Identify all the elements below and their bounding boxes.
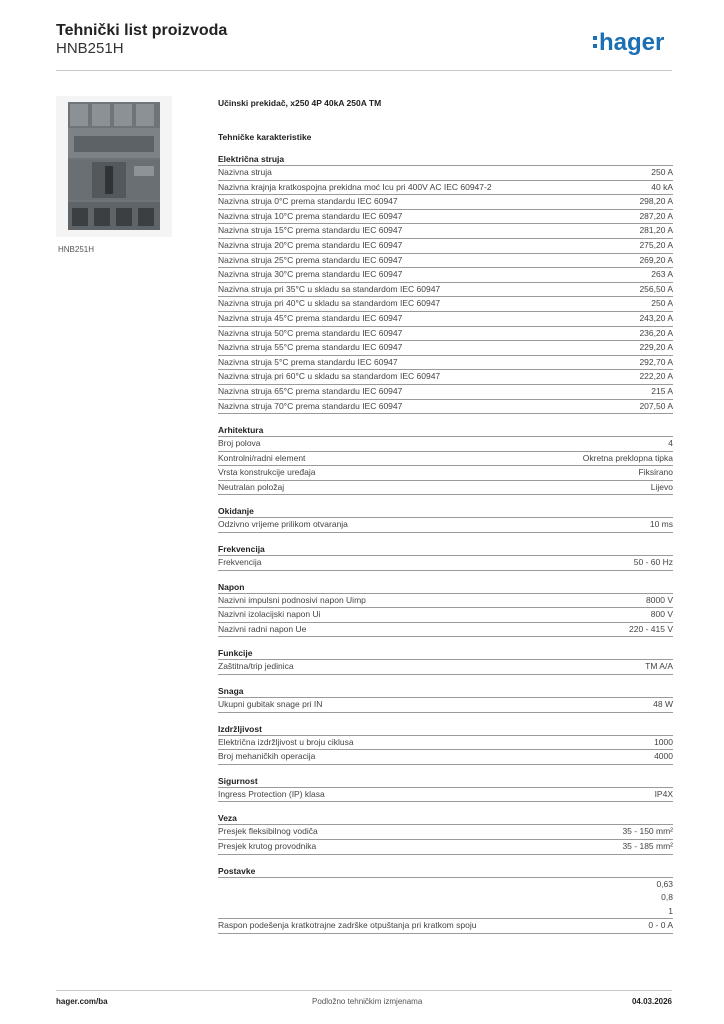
footer-divider xyxy=(56,990,672,991)
spec-value: 0,8 xyxy=(661,892,673,903)
spec-section xyxy=(218,812,673,854)
spec-value: 35 - 150 mm² xyxy=(622,826,673,837)
footer-notice: Podložno tehničkim izmjenama xyxy=(312,997,423,1006)
spec-row xyxy=(218,224,673,239)
spec-label: Neutralan položaj xyxy=(218,481,285,492)
spec-row xyxy=(218,623,673,638)
spec-row xyxy=(218,660,673,675)
spec-row xyxy=(218,400,673,415)
header-divider xyxy=(56,70,672,71)
spec-row xyxy=(218,341,673,356)
spec-section xyxy=(218,865,673,934)
spec-row xyxy=(218,385,673,400)
spec-row xyxy=(218,608,673,623)
spec-label: Presjek fleksibilnog vodiča xyxy=(218,826,318,837)
spec-row xyxy=(218,788,673,803)
spec-value: 207,50 A xyxy=(639,400,673,411)
spec-label: Nazivni radni napon Ue xyxy=(218,623,307,634)
logo-text: hager xyxy=(599,29,665,56)
spec-row xyxy=(218,878,673,920)
spec-label: Nazivna struja 5°C prema standardu IEC 60947 xyxy=(218,356,398,367)
spec-value: IP4X xyxy=(654,788,673,799)
spec-label: Vrsta konstrukcije uređaja xyxy=(218,467,316,478)
section-heading: Izdržljivost xyxy=(218,723,673,736)
spec-label: Nazivna struja 30°C prema standardu IEC 60947 xyxy=(218,269,403,280)
spec-row xyxy=(218,195,673,210)
spec-label: Frekvencija xyxy=(218,557,262,568)
spec-row xyxy=(218,556,673,571)
spec-section xyxy=(218,647,673,675)
spec-label: Nazivna krajnja kratkospojna prekidna moć Icu pri 400V AC IEC 60947-2 xyxy=(218,181,492,192)
spec-value: 287,20 A xyxy=(639,210,673,221)
spec-value: 220 - 415 V xyxy=(629,623,673,634)
product-code: HNB251H xyxy=(56,40,124,57)
spec-label: Nazivna struja 50°C prema standardu IEC 60947 xyxy=(218,327,403,338)
section-heading: Sigurnost xyxy=(218,775,673,788)
spec-value: 298,20 A xyxy=(639,196,673,207)
spec-label: Nazivna struja xyxy=(218,167,272,177)
spec-value: 1 xyxy=(668,905,673,916)
spec-row xyxy=(218,825,673,840)
spec-row xyxy=(218,166,673,181)
spec-label: Nazivna struja pri 60°C u skladu sa standardom IEC 60947 xyxy=(218,371,441,382)
spec-sections xyxy=(218,153,673,934)
section-heading: Funkcije xyxy=(218,647,673,660)
spec-value: 215 A xyxy=(651,385,673,396)
product-name: Učinski prekidač, x250 4P 40kA 250A TM xyxy=(218,98,382,108)
spec-label: Ukupni gubitak snage pri IN xyxy=(218,699,323,710)
spec-row xyxy=(218,297,673,312)
spec-row xyxy=(218,312,673,327)
section-heading: Snaga xyxy=(218,685,673,698)
spec-row xyxy=(218,437,673,452)
spec-row xyxy=(218,840,673,855)
spec-value: 50 - 60 Hz xyxy=(633,557,673,568)
section-heading: Postavke xyxy=(218,865,673,878)
spec-row xyxy=(218,594,673,609)
spec-label: Raspon podešenja kratkotrajne zadrške otpuštanja pri kratkom spoju xyxy=(218,920,477,931)
spec-value: Lijevo xyxy=(650,481,673,492)
spec-row xyxy=(218,518,673,533)
spec-label: Nazivna struja 65°C prema standardu IEC 60947 xyxy=(218,385,403,396)
spec-value: 256,50 A xyxy=(639,283,673,294)
spec-label: Odzivno vrijeme prilikom otvaranja xyxy=(218,519,348,530)
section-heading: Okidanje xyxy=(218,505,673,518)
spec-section xyxy=(218,775,673,803)
product-image xyxy=(56,96,172,237)
spec-value: 40 kA xyxy=(651,181,673,192)
spec-label: Nazivna struja 20°C prema standardu IEC 60947 xyxy=(218,239,403,250)
spec-row xyxy=(218,698,673,713)
spec-section xyxy=(218,153,673,414)
spec-content xyxy=(218,97,673,944)
spec-row xyxy=(218,370,673,385)
spec-row xyxy=(218,239,673,254)
spec-row xyxy=(218,750,673,765)
section-heading: Arhitektura xyxy=(218,424,673,437)
spec-value: 1000 xyxy=(654,736,673,747)
spec-value: Fiksirano xyxy=(638,467,673,478)
spec-row xyxy=(218,268,673,283)
spec-label: Kontrolni/radni element xyxy=(218,452,306,463)
spec-label: Presjek krutog provodnika xyxy=(218,841,317,851)
spec-value: 48 W xyxy=(653,699,673,710)
section-heading: Napon xyxy=(218,581,673,594)
spec-value: 222,20 A xyxy=(639,371,673,382)
spec-row xyxy=(218,181,673,196)
spec-row xyxy=(218,736,673,751)
page-title: Tehnički list proizvoda xyxy=(56,22,228,39)
section-heading: Veza xyxy=(218,812,673,825)
spec-label: Nazivna struja 55°C prema standardu IEC 60947 xyxy=(218,342,403,353)
spec-value: 250 A xyxy=(651,167,673,177)
spec-row xyxy=(218,356,673,371)
spec-value: 800 V xyxy=(650,609,673,620)
spec-label: Nazivni izolacijski napon Ui xyxy=(218,609,321,620)
spec-section xyxy=(218,543,673,571)
spec-label: Zaštitna/trip jedinica xyxy=(218,661,294,672)
section-heading: Električna struja xyxy=(218,153,673,166)
spec-row xyxy=(218,452,673,467)
spec-label: Nazivna struja 25°C prema standardu IEC 60947 xyxy=(218,254,403,265)
spec-label: Nazivna struja 15°C prema standardu IEC 60947 xyxy=(218,225,403,236)
spec-label: Nazivna struja 70°C prema standardu IEC 60947 xyxy=(218,400,403,411)
hager-logo xyxy=(593,27,675,57)
spec-value: 10 ms xyxy=(649,519,673,530)
spec-value: 35 - 185 mm² xyxy=(622,841,673,851)
spec-section xyxy=(218,723,673,765)
spec-section xyxy=(218,685,673,713)
spec-values xyxy=(656,878,673,919)
spec-label: Broj mehaničkih operacija xyxy=(218,751,316,762)
spec-value: 0 - 0 A xyxy=(648,920,673,931)
footer-website[interactable]: hager.com/ba xyxy=(56,997,108,1006)
spec-section xyxy=(218,505,673,533)
spec-row xyxy=(218,466,673,481)
spec-label: Nazivna struja pri 40°C u skladu sa standardom IEC 60947 xyxy=(218,298,441,309)
spec-row xyxy=(218,283,673,298)
spec-row xyxy=(218,481,673,496)
spec-value: 4 xyxy=(668,438,673,449)
spec-row xyxy=(218,254,673,269)
spec-value: 250 A xyxy=(651,298,673,309)
spec-label: Nazivna struja 10°C prema standardu IEC 60947 xyxy=(218,210,403,221)
spec-label: Nazivna struja 45°C prema standardu IEC 60947 xyxy=(218,312,403,323)
spec-value: 269,20 A xyxy=(639,254,673,265)
spec-value: 263 A xyxy=(651,269,673,280)
image-caption: HNB251H xyxy=(58,245,95,254)
spec-value: 292,70 A xyxy=(639,356,673,367)
spec-label: Električna izdržljivost u broju ciklusa xyxy=(218,736,354,747)
spec-label: Nazivna struja pri 35°C u skladu sa standardom IEC 60947 xyxy=(218,283,441,294)
spec-value: 243,20 A xyxy=(639,312,673,323)
spec-row xyxy=(218,919,673,934)
spec-value: Okretna preklopna tipka xyxy=(582,452,673,463)
section-heading: Frekvencija xyxy=(218,543,673,556)
tech-characteristics-title: Tehničke karakteristike xyxy=(218,132,312,142)
spec-row xyxy=(218,327,673,342)
spec-label: Broj polova xyxy=(218,438,261,449)
spec-value: 229,20 A xyxy=(639,342,673,353)
footer-date: 04.03.2026 xyxy=(631,997,672,1006)
spec-value: 4000 xyxy=(654,751,673,762)
spec-value: 275,20 A xyxy=(639,239,673,250)
spec-value: 236,20 A xyxy=(639,327,673,338)
spec-value: 281,20 A xyxy=(639,225,673,236)
spec-label: Nazivna struja 0°C prema standardu IEC 60947 xyxy=(218,196,398,207)
spec-label: Nazivni impulsni podnosivi napon Uimp xyxy=(218,594,366,605)
spec-value: TM A/A xyxy=(645,661,673,672)
spec-value: 8000 V xyxy=(646,594,673,605)
spec-row xyxy=(218,210,673,225)
spec-section xyxy=(218,581,673,638)
spec-value: 0,63 xyxy=(656,878,673,889)
spec-label: Ingress Protection (IP) klasa xyxy=(218,788,325,799)
spec-section xyxy=(218,424,673,495)
